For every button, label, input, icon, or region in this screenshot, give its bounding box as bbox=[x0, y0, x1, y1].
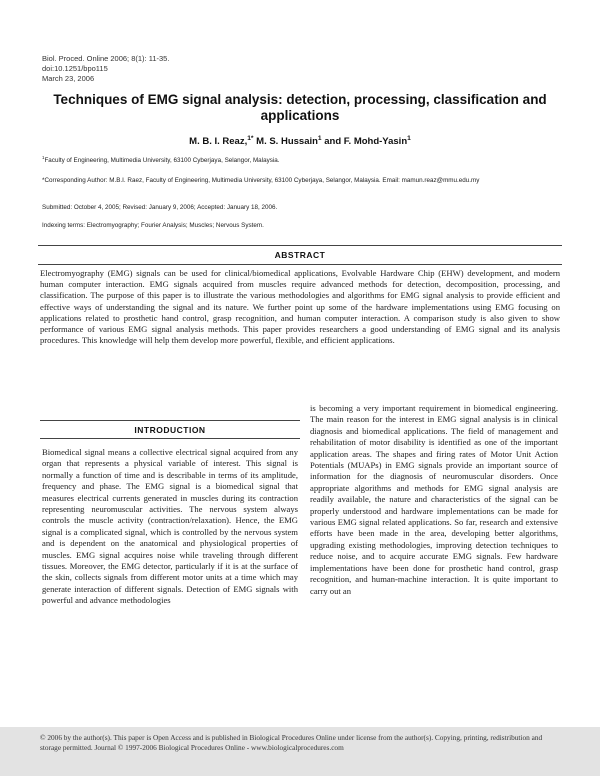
author-3: and F. Mohd-Yasin bbox=[321, 136, 408, 147]
abstract-text: Electromyography (EMG) signals can be used for clinical/biomedical applications, Evolvable Hardware Chip (EHW) development, and modern human computer interaction. EMG signals acquired from muscles require advanced methods for detection, decomposition, processing, and classification. The purpose of this paper is to illustrate the various methodologies and algorithms for EMG signal analysis to provide efficient and effective ways of understanding the signal and its nature. We further point up some of the hardware implementations using EMG focusing on applications related to prosthetic hand control, grasp recognition, and human computer interaction. A comparison study is also given to show performance of various EMG signal analysis methods. This paper provides researchers a good understanding of EMG signal and its analysis procedures. This knowledge will help them develop more powerful, flexible, and efficient applications. bbox=[40, 268, 560, 346]
introduction-heading: INTRODUCTION bbox=[134, 425, 206, 435]
author-1: M. B. I. Reaz, bbox=[189, 136, 248, 147]
indexing-terms: Indexing terms: Electromyography; Fourier Analysis; Muscles; Nervous System. bbox=[42, 222, 264, 229]
affiliation-sup: 1 bbox=[42, 154, 45, 160]
publication-date: March 23, 2006 bbox=[42, 74, 95, 83]
submission-dates: Submitted: October 4, 2005; Revised: January 9, 2006; Accepted: January 18, 2006. bbox=[42, 204, 278, 211]
introduction-left-column: Biomedical signal means a collective electrical signal acquired from any organ that represents a physical variable of interest. This signal is normally a function of time and is describable in terms of its amplitude, frequency and phase. The EMG signal is a biomedical signal that measures electrical currents generated in muscles during its contraction representing neuromuscular activities. The nervous system always controls the muscle activity (contraction/relaxation). Hence, the EMG signal is a complicated signal, which is controlled by the nervous system and is dependent on the anatomical and physiological properties of muscles. EMG signal acquires noise while traveling through different tissues. Moreover, the EMG detector, particularly if it is at the surface of the skin, collects signals from different motor units at a time which may generate interaction of different signals. Detection of EMG signals with powerful and advance methodologies bbox=[42, 447, 298, 606]
doi: doi:10.1251/bpo115 bbox=[42, 64, 108, 73]
citation: Biol. Proced. Online 2006; 8(1): 11-35. bbox=[42, 54, 170, 63]
author-list bbox=[0, 136, 600, 147]
author-2: M. S. Hussain bbox=[253, 136, 318, 147]
introduction-right-column: is becoming a very important requirement in biomedical engineering. The main reason for the interest in EMG signal analysis is in clinical diagnosis and biomedical applications. The field of management and rehabilitation of motor disability is identified as one of the important application areas. The shapes and firing rates of Motor Unit Action Potentials (MUAPs) in EMG signals provide an important source of information for the diagnosis of neuromuscular disorders. Once appropriate algorithms and methods for EMG signal analysis are readily available, the nature and characteristics of the signal can be properly understood and hardware implementations can be made for various EMG signal related applications. So far, research and extensive efforts have been made in the area, developing better algorithms, upgrading existing methodologies, improving detection techniques to reduce noise, and to acquire accurate EMG signals. Few hardware implementations have been done for prosthetic hand control, grasp recognition, and human-machine interaction. It is quite important to carry out an bbox=[310, 403, 558, 596]
abstract-heading: ABSTRACT bbox=[274, 250, 326, 260]
author-1-sup: 1* bbox=[247, 134, 254, 142]
license-text: © 2006 by the author(s). This paper is Open Access and is published in Biological Procedures Online under license from the author(s). Copying, printing, redistribution and storage permitted. Journal © 1997-2006 Biological Procedures Online - www.biologicalprocedures.com bbox=[40, 733, 543, 752]
corresponding-author: *Corresponding Author: M.B.I. Raez, Faculty of Engineering, Multimedia University, 63100 Cyberjaya, Selangor, Malaysia. Email: mamun.reaz@mmu.edu.my bbox=[42, 177, 480, 184]
affiliation bbox=[42, 156, 562, 165]
paper-title: Techniques of EMG signal analysis: detection, processing, classification and applications bbox=[53, 92, 547, 123]
author-3-sup: 1 bbox=[407, 134, 411, 142]
abstract-heading-box bbox=[38, 245, 562, 265]
citation-header bbox=[42, 54, 169, 84]
author-2-sup: 1 bbox=[317, 134, 322, 142]
affiliation-text: Faculty of Engineering, Multimedia University, 63100 Cyberjaya, Selangor, Malaysia. bbox=[44, 157, 280, 164]
introduction-heading-box bbox=[40, 420, 300, 439]
